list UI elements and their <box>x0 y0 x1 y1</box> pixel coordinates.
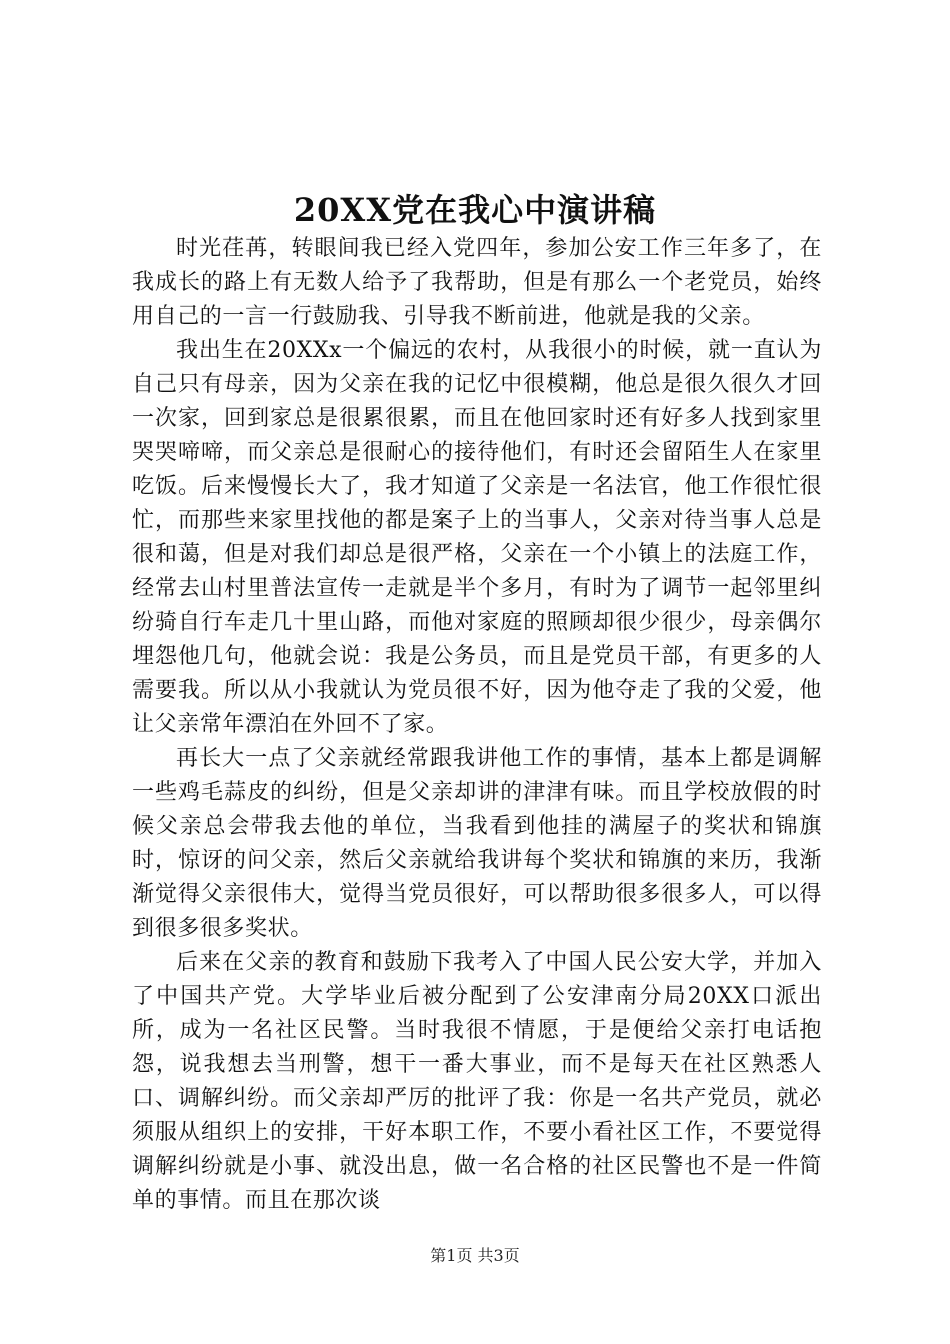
paragraph-2: 我出生在20XXx一个偏远的农村，从我很小的时候，就一直认为自己只有母亲，因为父亲在我的记忆中很模糊，他总是很久很久才回一次家，回到家总是很累很累，而且在他回家时还有好多人找到家里哭哭啼啼，而父亲总是很耐心的接待他们，有时还会留陌生人在家里吃饭。后来慢慢长大了，我才知道了父亲是一名法官，他工作很忙很忙，而那些来家里找他的都是案子上的当事人，父亲对待当事人总是很和蔼，但是对我们却总是很严格，父亲在一个小镇上的法庭工作，经常去山村里普法宣传一走就是半个多月，有时为了调节一起邻里纠纷骑自行车走几十里山路，而他对家庭的照顾却很少很少，母亲偶尔埋怨他几句，他就会说：我是公务员，而且是党员干部，有更多的人需要我。所以从小我就认为党员很不好，因为他夺走了我的父爱，他让父亲常年漂泊在外回不了家。 <box>132 338 822 737</box>
page-footer: 第1页 共3页 <box>430 1246 520 1265</box>
document-title: 20XX党在我心中演讲稿 <box>293 191 657 229</box>
paragraph-3: 再长大一点了父亲就经常跟我讲他工作的事情，基本上都是调解一些鸡毛蒜皮的纠纷，但是父亲却讲的津津有味。而且学校放假的时候父亲总会带我去他的单位，当我看到他挂的满屋子的奖状和锦旗时，惊讶的问父亲，然后父亲就给我讲每个奖状和锦旗的来历，我渐渐觉得父亲很伟大，觉得当党员很好，可以帮助很多很多人，可以得到很多很多奖状。 <box>132 746 822 941</box>
paragraph-4: 后来在父亲的教育和鼓励下我考入了中国人民公安大学，并加入了中国共产党。大学毕业后被分配到了公安津南分局20XX口派出所，成为一名社区民警。当时我很不情愿，于是便给父亲打电话抱怨，说我想去当刑警，想干一番大事业，而不是每天在社区熟悉人口、调解纠纷。而父亲却严厉的批评了我：你是一名共产党员，就必须服从组织上的安排，干好本职工作，不要小看社区工作，不要觉得调解纠纷就是小事、就没出息，做一名合格的社区民警也不是一件简单的事情。而且在那次谈 <box>132 950 822 1213</box>
document-body <box>132 232 822 1218</box>
paragraph-1: 时光荏苒，转眼间我已经入党四年，参加公安工作三年多了，在我成长的路上有无数人给予了我帮助，但是有那么一个老党员，始终用自己的一言一行鼓励我、引导我不断前进，他就是我的父亲。 <box>132 236 822 329</box>
